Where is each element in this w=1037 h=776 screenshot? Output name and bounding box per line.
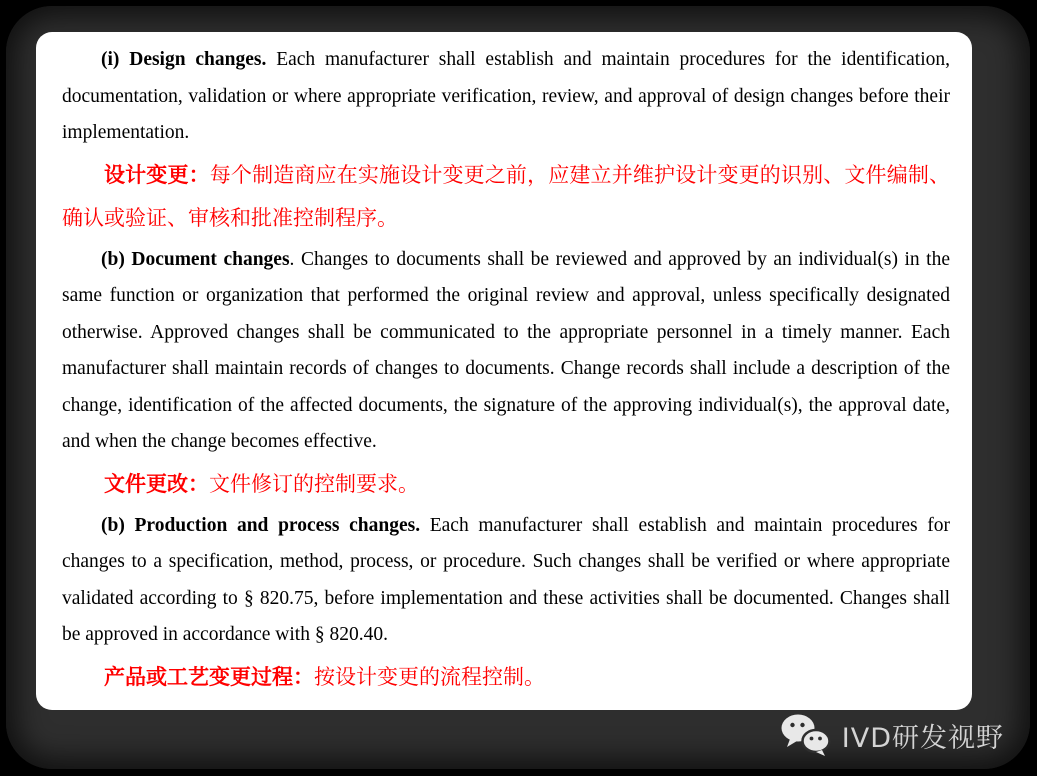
paragraph-lead: 设计变更： (104, 162, 210, 187)
paragraph-body: 按设计变更的流程控制。 (314, 664, 545, 689)
watermark-label: IVD研发视野 (841, 722, 1004, 754)
paragraph-document-changes (62, 242, 950, 461)
paragraph-production-process-changes (62, 508, 950, 654)
paragraph-lead: (b) Document changes (101, 248, 290, 270)
paragraph-body: Each manufacturer shall establish and maintain procedures for changes to a specification, method, process, or procedure. Such changes shall be verified or where appropriate validated according to § 820.75, before implementation and these activities shall be documented. Changes shall be approved in accordance with § 820.40. (62, 514, 950, 645)
paragraph-body: . Changes to documents shall be reviewed and approved by an individual(s) in the same function or organization that performed the original review and approval, unless specifically designated otherwise. Approved changes shall be communicated to the appropriate personnel in a timely manner. Each manufacturer shall maintain records of changes to documents. Change records shall include a description of the change, identification of the affected documents, the signature of the approving individual(s), the approval date, and when the change becomes effective. (62, 248, 950, 452)
document-page (36, 32, 972, 710)
paragraph-body: 文件修订的控制要求。 (209, 471, 419, 496)
paragraph-document-changes-zh (62, 463, 950, 506)
paragraph-production-process-changes-zh (62, 656, 950, 699)
paragraph-lead: 文件更改： (104, 471, 209, 496)
paragraph-lead: (b) Production and process changes. (101, 514, 421, 536)
paragraph-body: Each manufacturer shall establish and maintain procedures for the identification, documentation, validation or where appropriate verification, review, and approval of design changes before their implementation. (62, 49, 950, 143)
paragraph-design-changes (62, 42, 950, 152)
paragraph-lead: (i) Design changes. (101, 49, 267, 70)
paragraph-body: 每个制造商应在实施设计变更之前，应建立并维护设计变更的识别、文件编制、确认或验证、审核和批准控制程序。 (62, 162, 951, 230)
wechat-icon (780, 713, 832, 757)
paragraph-design-changes-zh (62, 154, 950, 240)
paragraph-lead: 产品或工艺变更过程： (104, 664, 314, 689)
screenshot-card (6, 6, 1030, 769)
watermark (780, 713, 1004, 757)
